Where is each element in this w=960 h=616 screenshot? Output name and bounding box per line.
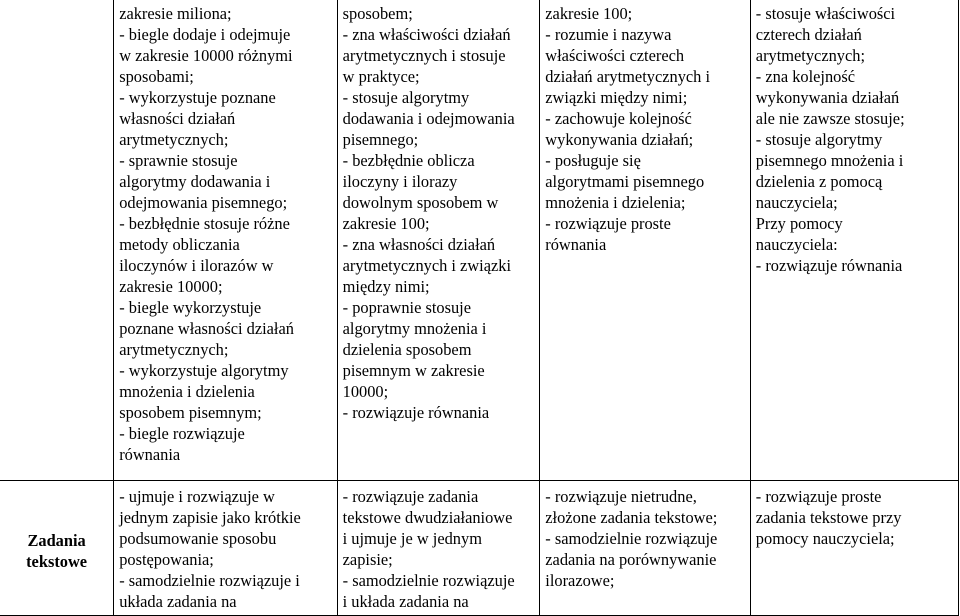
grade-cell-col4: [750, 481, 958, 616]
cell-text-line: wykonywania działań;: [545, 130, 694, 149]
cell-text-line: - sprawnie stosuje: [119, 151, 238, 170]
cell-text-line: algorytmy mnożenia i: [342, 319, 487, 338]
grade-cell-col2: [337, 0, 540, 481]
row-label-cell: [0, 0, 114, 481]
cell-text-line: pisemnego;: [342, 130, 419, 149]
cell-text-line: zapisie;: [342, 550, 393, 569]
cell-text-line: metody obliczania: [119, 235, 240, 254]
cell-text-line: - rozwiązuje proste: [545, 214, 671, 233]
cell-text-line: - rozwiązuje zadania: [342, 487, 479, 506]
cell-text-line: iloczyny i ilorazy: [342, 172, 458, 191]
cell-text-line: - ujmuje i rozwiązuje w: [119, 487, 275, 506]
cell-text-line: zadania na porównywanie: [545, 550, 717, 569]
cell-text-line: - samodzielnie rozwiązuje i: [119, 571, 300, 590]
cell-text-line: działań arytmetycznych i: [545, 67, 711, 86]
cell-text-line: zakresie miliona;: [119, 4, 232, 23]
cell-text-line: - zna własności działań: [342, 235, 496, 254]
cell-text-line: nauczyciela:: [755, 235, 838, 254]
cell-text-line: - bezbłędnie oblicza: [342, 151, 475, 170]
cell-text-line: i układa zadania na: [342, 592, 469, 611]
cell-text-line: pisemnego mnożenia i: [755, 151, 904, 170]
cell-text-line: związki między nimi;: [545, 88, 688, 107]
cell-text-line: arytmetycznych;: [119, 340, 229, 359]
cell-text-line: ale nie zawsze stosuje;: [755, 109, 905, 128]
cell-text-line: - poprawnie stosuje: [342, 298, 472, 317]
cell-text-line: złożone zadania tekstowe;: [545, 508, 718, 527]
cell-text-line: układa zadania na: [119, 592, 237, 611]
cell-text-line: sposobami;: [119, 67, 194, 86]
cell-text-line: Przy pomocy: [755, 214, 843, 233]
cell-text-line: dowolnym sposobem w: [342, 193, 499, 212]
cell-text-line: czterech działań: [755, 25, 862, 44]
grade-cell-col1: [114, 481, 337, 616]
cell-text-line: własności działań: [119, 109, 236, 128]
row-label-zadania-tekstowe: [0, 481, 114, 616]
cell-text-line: - stosuje algorytmy: [342, 88, 470, 107]
cell-text-line: - bezbłędnie stosuje różne: [119, 214, 290, 233]
cell-text-line: ilorazowe;: [545, 571, 615, 590]
cell-text-line: algorytmy dodawania i: [119, 172, 271, 191]
cell-text-line: poznane własności działań: [119, 319, 294, 338]
cell-text-line: - samodzielnie rozwiązuje: [545, 529, 718, 548]
grade-cell-col4: [750, 0, 958, 481]
cell-text-line: podsumowanie sposobu: [119, 529, 277, 548]
cell-text-line: zadania tekstowe przy: [755, 508, 902, 527]
cell-text-line: zakresie 100;: [545, 4, 633, 23]
cell-text-line: - rozwiązuje równania: [755, 256, 903, 275]
cell-text-line: - posługuje się: [545, 151, 641, 170]
cell-text-line: - zna kolejność: [755, 67, 856, 86]
cell-text-line: i ujmuje je w jednym: [342, 529, 482, 548]
cell-text-line: właściwości czterech: [545, 46, 685, 65]
cell-text-line: 10000;: [342, 382, 389, 401]
cell-text-line: - wykorzystuje algorytmy: [119, 361, 289, 380]
grade-cell-col2: [337, 481, 540, 616]
cell-text-line: - biegle wykorzystuje: [119, 298, 262, 317]
cell-text-line: pomocy nauczyciela;: [755, 529, 895, 548]
cell-text-line: arytmetycznych i związki: [342, 256, 512, 275]
cell-text-line: wykonywania działań: [755, 88, 900, 107]
cell-text-line: - stosuje właściwości: [755, 4, 896, 23]
cell-text-line: równania: [119, 445, 181, 464]
cell-text-line: - rozwiązuje nietrudne,: [545, 487, 697, 506]
cell-text-line: - zachowuje kolejność: [545, 109, 692, 128]
cell-text-line: dodawania i odejmowania: [342, 109, 515, 128]
cell-text-line: pisemnym w zakresie: [342, 361, 485, 380]
cell-text-line: dzielenia z pomocą: [755, 172, 883, 191]
cell-text-line: - samodzielnie rozwiązuje: [342, 571, 515, 590]
cell-text-line: sposobem;: [342, 4, 413, 23]
cell-text-line: arytmetycznych i stosuje: [342, 46, 506, 65]
cell-text-line: - biegle dodaje i odejmuje: [119, 25, 291, 44]
grade-cell-col3: [540, 481, 751, 616]
cell-text-line: - rozumie i nazywa: [545, 25, 672, 44]
cell-text-line: jednym zapisie jako krótkie: [119, 508, 301, 527]
cell-text-line: - zna właściwości działań: [342, 25, 511, 44]
cell-text-line: arytmetycznych;: [119, 130, 229, 149]
cell-text-line: tekstowe dwudziałaniowe: [342, 508, 513, 527]
cell-text-line: odejmowania pisemnego;: [119, 193, 288, 212]
cell-text-line: mnożenia i dzielenia: [119, 382, 255, 401]
cell-text-line: - rozwiązuje proste: [755, 487, 882, 506]
cell-text-line: iloczynów i ilorazów w: [119, 256, 274, 275]
cell-text-line: nauczyciela;: [755, 193, 838, 212]
cell-text-line: dzielenia sposobem: [342, 340, 472, 359]
row-label-line1: Zadania: [27, 530, 86, 550]
cell-text-line: zakresie 10000;: [119, 277, 223, 296]
table-row-word-problems: [0, 481, 959, 616]
cell-text-line: postępowania;: [119, 550, 214, 569]
cell-text-line: zakresie 100;: [342, 214, 430, 233]
cell-text-line: sposobem pisemnym;: [119, 403, 262, 422]
grade-cell-col1: [114, 0, 337, 481]
cell-text-line: w zakresie 10000 różnymi: [119, 46, 293, 65]
cell-text-line: arytmetycznych;: [755, 46, 866, 65]
cell-text-line: między nimi;: [342, 277, 430, 296]
row-label-line2: tekstowe: [26, 551, 88, 571]
cell-text-line: mnożenia i dzielenia;: [545, 193, 686, 212]
cell-text-line: - biegle rozwiązuje: [119, 424, 245, 443]
grade-cell-col3: [540, 0, 751, 481]
cell-text-line: - stosuje algorytmy: [755, 130, 883, 149]
cell-text-line: - rozwiązuje równania: [342, 403, 490, 422]
cell-text-line: w praktyce;: [342, 67, 420, 86]
cell-text-line: algorytmami pisemnego: [545, 172, 705, 191]
cell-text-line: - wykorzystuje poznane: [119, 88, 276, 107]
cell-text-line: równania: [545, 235, 607, 254]
